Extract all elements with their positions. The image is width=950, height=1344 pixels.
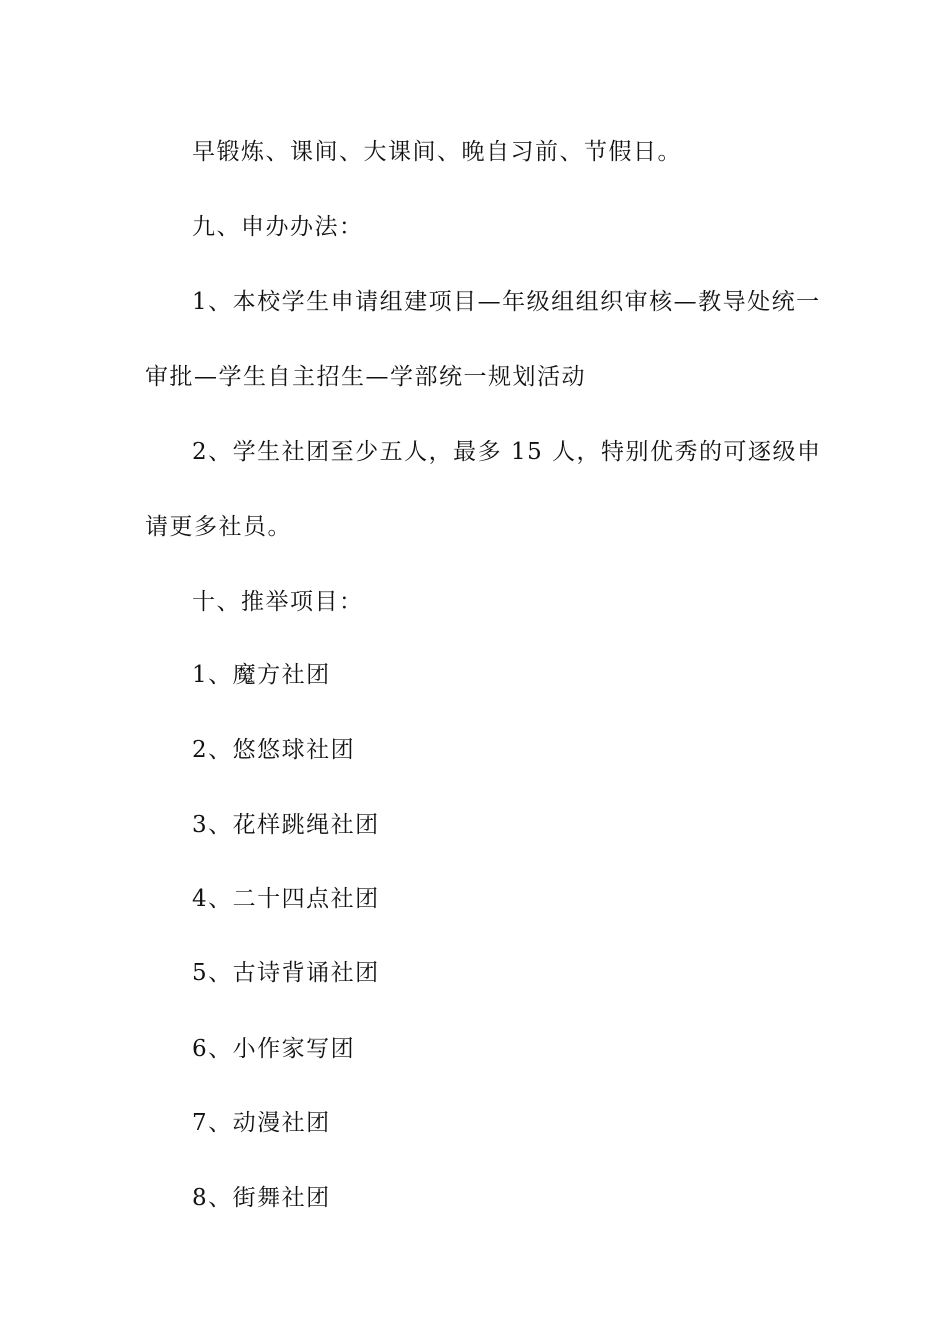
list-item: 3、花样跳绳社团 bbox=[192, 812, 380, 838]
list-item: 8、街舞社团 bbox=[192, 1185, 331, 1211]
paragraph-procedure-line-1: 1、本校学生申请组建项目—年级组组织审核—教导处统一 bbox=[192, 289, 821, 315]
section-heading-recommended-projects: 十、推举项目： bbox=[192, 589, 364, 615]
paragraph-membership-line-1: 2、学生社团至少五人，最多 15 人，特别优秀的可逐级申 bbox=[192, 439, 822, 465]
section-heading-application-method: 九、申办办法： bbox=[192, 214, 364, 240]
paragraph-activity-times: 早锻炼、课间、大课间、晚自习前、节假日。 bbox=[192, 139, 682, 165]
list-item: 7、动漫社团 bbox=[192, 1110, 331, 1136]
list-item: 6、小作家写团 bbox=[192, 1036, 356, 1062]
list-item: 5、古诗背诵社团 bbox=[192, 960, 380, 986]
list-item: 1、魔方社团 bbox=[192, 662, 331, 688]
paragraph-procedure-line-2: 审批—学生自主招生—学部统一规划活动 bbox=[145, 364, 586, 390]
paragraph-membership-line-2: 请更多社员。 bbox=[145, 514, 292, 540]
list-item: 4、二十四点社团 bbox=[192, 886, 380, 912]
list-item: 2、悠悠球社团 bbox=[192, 737, 356, 763]
